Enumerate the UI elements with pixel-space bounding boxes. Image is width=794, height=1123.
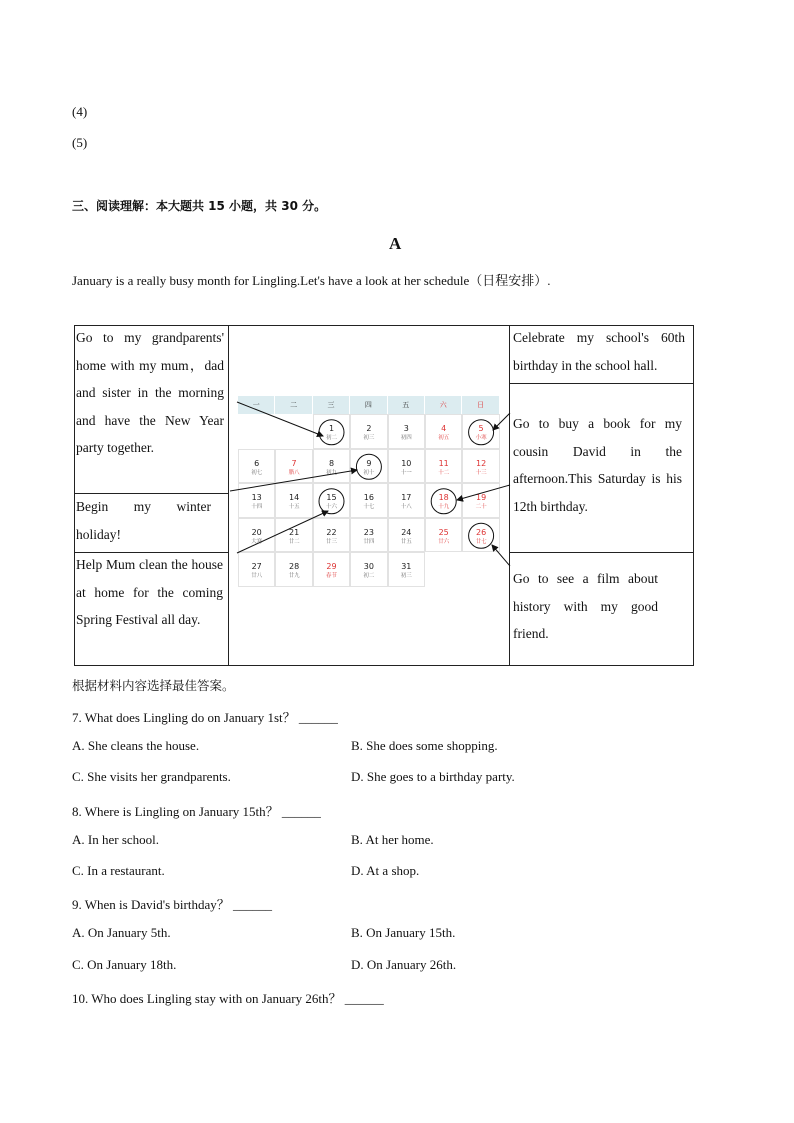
calendar-lunar-date: 大寒 <box>251 538 263 545</box>
calendar-lunar-date: 小寒 <box>475 435 487 441</box>
date-circle-mark <box>356 454 381 479</box>
date-circle-mark <box>469 420 494 445</box>
calendar-weekday: 五 <box>388 396 425 414</box>
calendar-day-number: 3 <box>403 424 409 433</box>
calendar-lunar-date: 廿七 <box>475 538 487 545</box>
calendar-lunar-date: 初二 <box>363 573 375 579</box>
schedule-right-2: Go to buy a book for my cousin David in the afternoon.This Saturday is his 12th birthday. <box>513 416 682 514</box>
schedule-left-2: Begin my winter holiday! <box>76 499 211 542</box>
calendar-weekday: 六 <box>425 396 462 414</box>
calendar-day-number: 7 <box>291 458 297 468</box>
calendar-weekday: 四 <box>350 396 387 414</box>
calendar-lunar-date: 初四 <box>400 435 412 441</box>
q9-option-a: A. On January 5th. <box>72 925 171 940</box>
question-8: 8. Where is Lingling on January 15th？ ______ <box>72 804 321 819</box>
calendar-lunar-date: 十二 <box>438 469 450 476</box>
calendar-lunar-date: 初二 <box>325 435 337 441</box>
calendar-day-number: 28 <box>288 562 300 571</box>
calendar-day-number: 5 <box>478 424 484 433</box>
calendar-day-number: 6 <box>254 458 260 468</box>
calendar-lunar-date: 初九 <box>325 469 337 476</box>
calendar-weekday: 一 <box>238 396 275 414</box>
calendar-day-number: 10 <box>401 458 412 468</box>
calendar-day-number: 21 <box>288 527 300 537</box>
calendar-day-number: 22 <box>326 527 337 537</box>
calendar-lunar-date: 初十 <box>363 469 375 476</box>
calendar-day-number: 16 <box>363 493 374 502</box>
calendar-lunar-date: 廿四 <box>363 538 375 545</box>
calendar-lunar-date: 十六 <box>325 504 337 510</box>
calendar-day-number: 25 <box>438 527 449 537</box>
calendar-day-number: 29 <box>326 562 337 571</box>
arrow-jan5 <box>493 413 510 430</box>
calendar-day-number: 8 <box>328 458 335 468</box>
calendar-day-number: 9 <box>366 458 372 468</box>
calendar-lunar-date: 廿二 <box>288 538 300 545</box>
arrow-jan26 <box>492 545 510 566</box>
q7-option-a: A. She cleans the house. <box>72 738 200 753</box>
calendar-weekday: 二 <box>275 396 312 414</box>
calendar-weekday: 三 <box>313 396 350 414</box>
calendar-lunar-date: 初三 <box>400 573 412 579</box>
calendar-lunar-date: 十五 <box>288 504 300 510</box>
calendar-day-number: 27 <box>251 562 262 571</box>
date-circle-mark <box>319 489 344 514</box>
calendar-lunar-date: 十八 <box>400 504 412 510</box>
calendar-day-number: 17 <box>401 493 412 502</box>
calendar-lunar-date: 廿九 <box>288 573 300 579</box>
calendar-lunar-date: 廿五 <box>400 538 412 545</box>
question-9: 9. When is David's birthday？ ______ <box>72 897 272 912</box>
calendar-lunar-date: 二十 <box>475 504 487 510</box>
date-circle-mark <box>431 489 456 514</box>
calendar-day-number: 4 <box>441 424 447 433</box>
answer-5: (5) <box>72 135 88 150</box>
calendar-lunar-date: 十四 <box>251 504 263 510</box>
calendar-day-number: 23 <box>363 527 374 537</box>
answer-4: (4) <box>72 104 88 119</box>
q8-option-b: B. At her home. <box>351 832 434 847</box>
q8-option-c: C. In a restaurant. <box>72 863 165 878</box>
calendar-lunar-date: 春节 <box>325 573 337 579</box>
q9-option-d: D. On January 26th. <box>351 957 457 972</box>
calendar-day-number: 18 <box>438 493 449 502</box>
calendar-day-number: 12 <box>475 458 487 468</box>
passage-intro: January is a really busy month for Lingling.Let's have a look at her schedule（日程安排）. <box>72 273 551 288</box>
calendar-day-number: 11 <box>438 458 449 468</box>
arrow-jan9 <box>230 470 357 491</box>
calendar-lunar-date: 十三 <box>475 469 487 476</box>
calendar-lunar-date: 初五 <box>438 435 450 441</box>
q7-option-b: B. She does some shopping. <box>351 738 498 753</box>
schedule-left-3: Help Mum clean the house at home for the coming Spring Festival all day. <box>76 557 223 627</box>
arrow-jan15 <box>237 511 328 553</box>
q9-option-b: B. On January 15th. <box>351 925 456 940</box>
calendar-lunar-date: 十九 <box>438 504 450 510</box>
arrow-jan18 <box>457 485 510 500</box>
arrow-jan1 <box>237 402 323 436</box>
q8-option-d: D. At a shop. <box>351 863 420 878</box>
calendar-lunar-date: 腊八 <box>288 469 300 476</box>
date-circle-mark <box>319 420 344 445</box>
calendar-lunar-date: 十七 <box>363 504 375 510</box>
calendar-lunar-date: 十一 <box>400 469 412 476</box>
question-10: 10. Who does Lingling stay with on January 26th？ ______ <box>72 991 384 1006</box>
calendar-lunar-date: 初七 <box>251 469 263 476</box>
calendar-lunar-date: 廿三 <box>325 538 337 545</box>
section-title: 三、阅读理解：本大题共 15 小题，共 30 分。 <box>72 199 327 213</box>
passage-letter: A <box>389 234 402 253</box>
date-circle-mark <box>469 523 494 548</box>
calendar-lunar-date: 初三 <box>363 435 375 441</box>
schedule-right-3: Go to see a film about history with my good friend. <box>513 571 658 641</box>
calendar-lunar-date: 廿六 <box>438 538 450 545</box>
schedule-right-1: Celebrate my school's 60th birthday in the school hall. <box>513 330 685 373</box>
calendar-day-number: 24 <box>401 527 412 537</box>
calendar-day-number: 1 <box>328 424 335 433</box>
calendar-day-number: 19 <box>475 493 487 502</box>
schedule-left-1: Go to my grandparents' home with my mum，dad and sister in the morning and have the New Year party together. <box>76 330 224 455</box>
question-7: 7. What does Lingling do on January 1st？ ______ <box>72 710 338 725</box>
calendar-day-number: 15 <box>326 493 337 502</box>
calendar-day-number: 30 <box>363 562 374 571</box>
calendar-day-number: 26 <box>475 527 487 537</box>
calendar-day-number: 2 <box>366 424 372 433</box>
calendar-day-number: 14 <box>288 493 300 502</box>
q8-option-a: A. In her school. <box>72 832 160 847</box>
calendar-lunar-date: 廿八 <box>251 573 263 579</box>
calendar-day-number: 13 <box>251 493 262 502</box>
q7-option-c: C. She visits her grandparents. <box>72 769 231 784</box>
calendar-day-number: 31 <box>401 562 412 571</box>
q9-option-c: C. On January 18th. <box>72 957 177 972</box>
calendar-weekday: 日 <box>462 396 499 414</box>
instruction: 根据材料内容选择最佳答案。 <box>72 678 235 693</box>
calendar-day-number: 20 <box>251 527 262 537</box>
q7-option-d: D. She goes to a birthday party. <box>351 769 515 784</box>
